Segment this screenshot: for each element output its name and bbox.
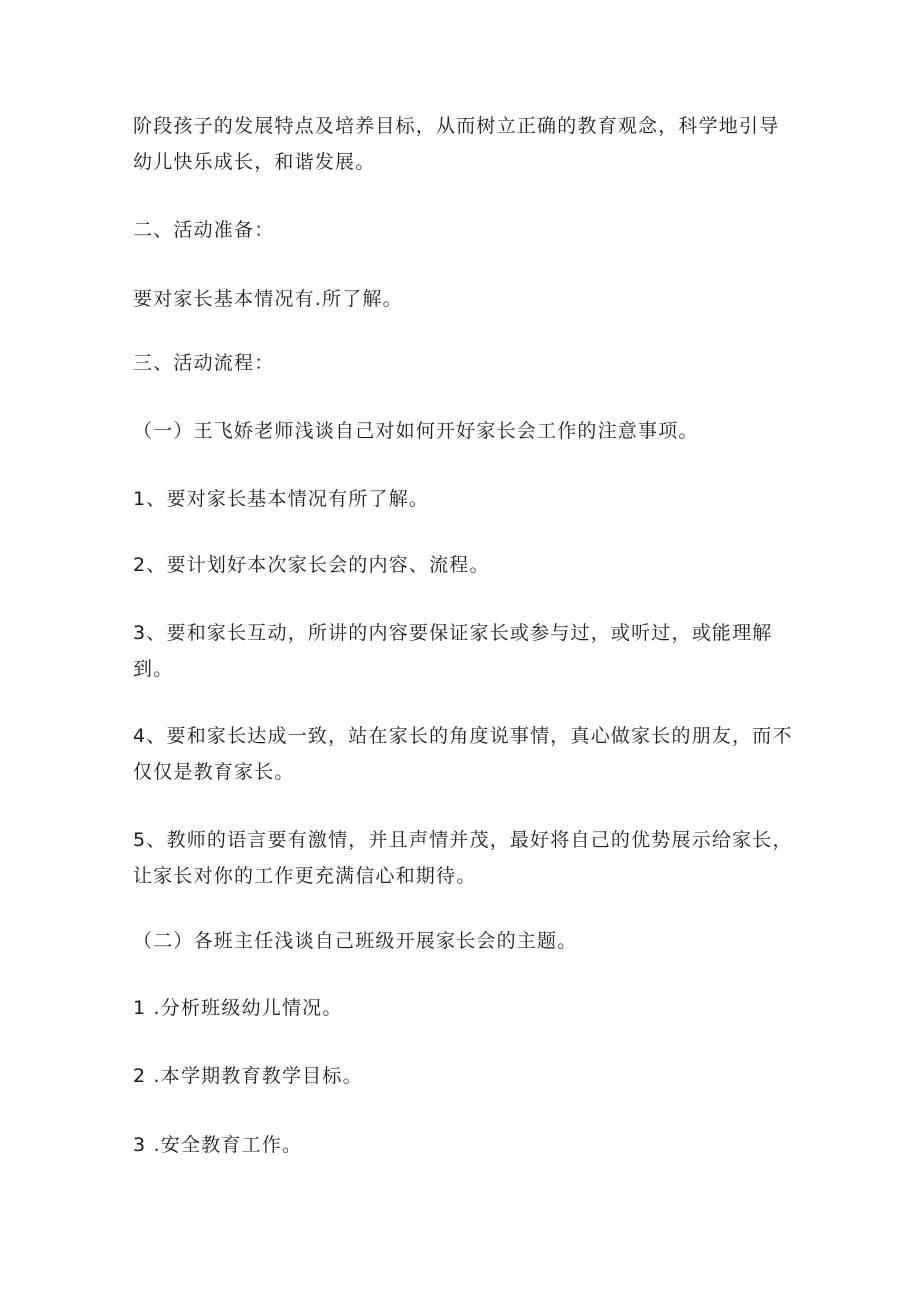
list-item-class-analysis: 1 .分析班级幼儿情况。 <box>133 997 343 1019</box>
heading-activity-preparation: 二、活动准备： <box>133 219 275 241</box>
list-item-4: 4、要和家长达成一致，站在家长的角度说事情，真心做家长的朋友，而不仅仅是教育家长。 <box>133 725 793 783</box>
paragraph-goal-continuation: 阶段孩子的发展特点及培养目标，从而树立正确的教育观念，科学地引导幼儿快乐成长，和谐发展。 <box>133 115 780 173</box>
list-item-3: 3、要和家长互动，所讲的内容要保证家长或参与过，或听过，或能理解到。 <box>133 622 773 680</box>
subheading-part-one: （一）王飞娇老师浅谈自己对如何开好家长会工作的注意事项。 <box>133 420 699 442</box>
list-item-semester-goals: 2 .本学期教育教学目标。 <box>133 1065 363 1087</box>
list-item-2: 2、要计划好本次家长会的内容、流程。 <box>133 554 490 576</box>
paragraph-preparation-detail: 要对家长基本情况有.所了解。 <box>133 288 403 310</box>
list-item-1: 1、要对家长基本情况有所了解。 <box>133 488 430 510</box>
list-item-5: 5、教师的语言要有激情，并且声情并茂，最好将自己的优势展示给家长，让家长对你的工作更充满信心和期待。 <box>133 829 793 887</box>
heading-activity-process: 三、活动流程： <box>133 352 275 374</box>
subheading-part-two: （二）各班主任浅谈自己班级开展家长会的主题。 <box>133 930 578 952</box>
list-item-safety-education: 3 .安全教育工作。 <box>133 1134 303 1156</box>
